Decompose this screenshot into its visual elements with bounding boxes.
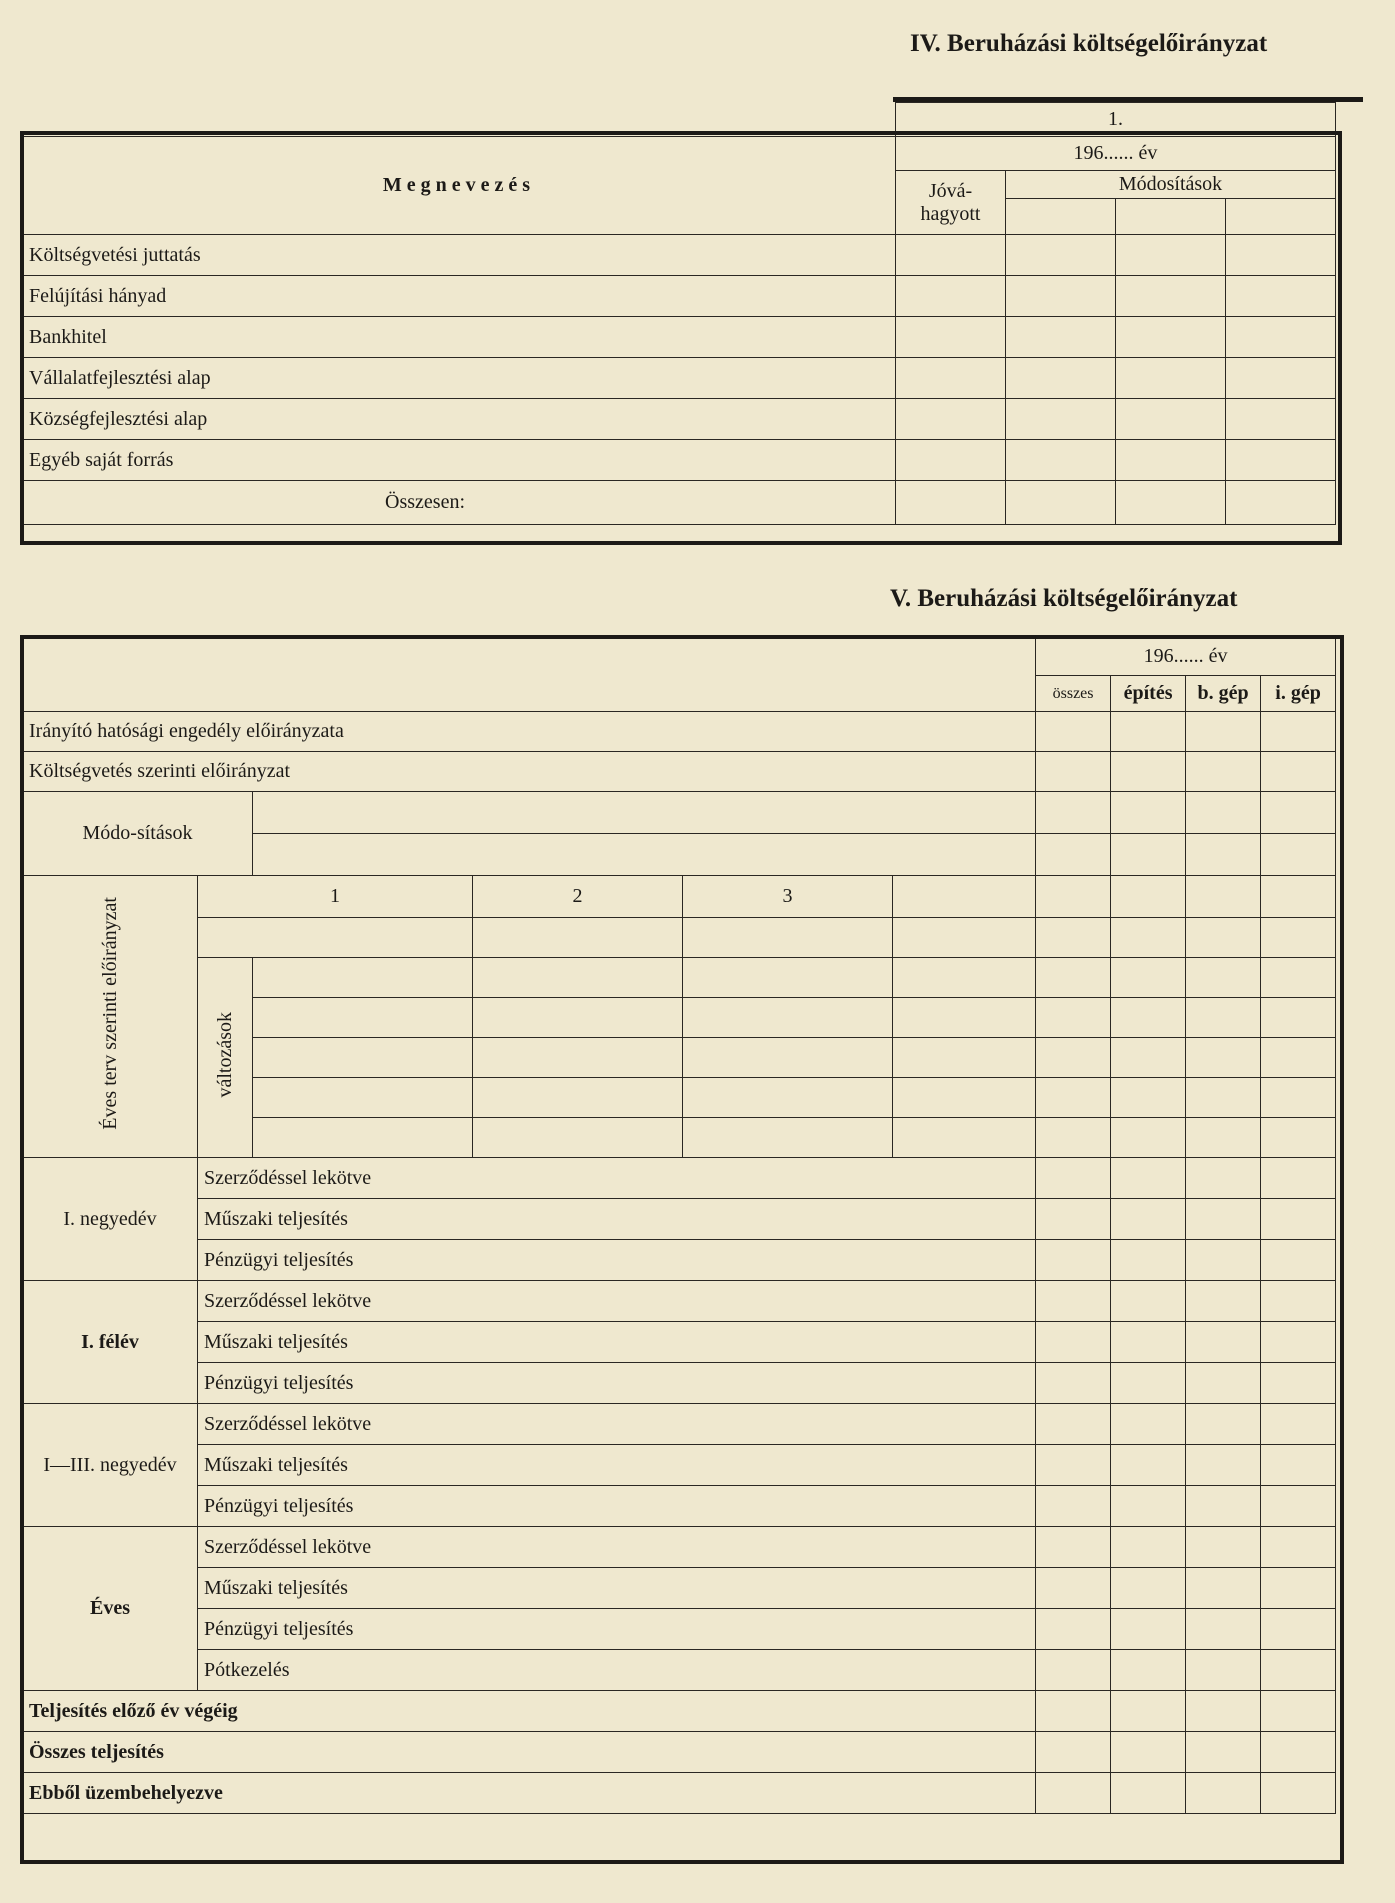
- section-v-table: [22, 637, 1336, 1814]
- input-cell[interactable]: [1036, 834, 1111, 876]
- plan-line[interactable]: [893, 1038, 1036, 1078]
- plan-line[interactable]: [893, 1118, 1036, 1158]
- input-cell[interactable]: [1261, 918, 1336, 958]
- input-cell[interactable]: [1116, 276, 1226, 317]
- input-cell[interactable]: [1036, 876, 1111, 918]
- input-cell[interactable]: [1186, 1650, 1261, 1691]
- input-cell[interactable]: [1036, 1445, 1111, 1486]
- input-cell[interactable]: [1261, 876, 1336, 918]
- input-cell[interactable]: [1261, 1322, 1336, 1363]
- input-cell[interactable]: [1186, 1199, 1261, 1240]
- input-cell[interactable]: [1226, 358, 1336, 399]
- input-cell[interactable]: [1111, 1773, 1186, 1814]
- plan-line[interactable]: [683, 1078, 893, 1118]
- period-row-label: Pénzügyi teljesítés: [198, 1486, 1036, 1527]
- section-v-title: V. Beruházási költségelőirányzat: [890, 585, 1238, 612]
- plan-line[interactable]: [893, 1078, 1036, 1118]
- plan-line[interactable]: [893, 958, 1036, 998]
- input-cell[interactable]: [1116, 358, 1226, 399]
- input-cell[interactable]: [1036, 1158, 1111, 1199]
- plan-extra: [893, 876, 1036, 918]
- input-cell[interactable]: [1111, 1445, 1186, 1486]
- name-header-text: Megnevezés: [382, 174, 536, 196]
- input-cell[interactable]: [1261, 752, 1336, 792]
- input-cell[interactable]: [1006, 358, 1116, 399]
- input-cell[interactable]: [1186, 792, 1261, 834]
- period-label: I. negyedév: [23, 1158, 198, 1281]
- input-cell[interactable]: [1036, 752, 1111, 792]
- input-cell[interactable]: [1006, 317, 1116, 358]
- input-cell[interactable]: [1111, 1199, 1186, 1240]
- input-cell[interactable]: [1111, 1038, 1186, 1078]
- input-cell[interactable]: [1261, 1445, 1336, 1486]
- input-cell[interactable]: [1186, 1527, 1261, 1568]
- plan-line[interactable]: [893, 918, 1036, 958]
- input-cell[interactable]: [1111, 1609, 1186, 1650]
- input-cell[interactable]: [1261, 1773, 1336, 1814]
- changes-cell: [198, 958, 253, 1158]
- blank-cell: [23, 103, 896, 137]
- input-cell[interactable]: [1116, 399, 1226, 440]
- input-cell[interactable]: [1036, 1322, 1111, 1363]
- plan-line[interactable]: [473, 918, 683, 958]
- input-cell[interactable]: [1111, 1363, 1186, 1404]
- input-cell[interactable]: [1036, 712, 1111, 752]
- plan-line[interactable]: [198, 918, 473, 958]
- row-label: Egyéb saját forrás: [23, 440, 896, 481]
- input-cell[interactable]: [1111, 1118, 1186, 1158]
- input-cell[interactable]: [1111, 958, 1186, 998]
- mod-line[interactable]: [253, 834, 1036, 876]
- plan-line[interactable]: [473, 1038, 683, 1078]
- annual-plan-cell: [23, 876, 198, 1158]
- plan-col-2: 2: [473, 876, 683, 918]
- section-iv-title: IV. Beruházási költségelőirányzat: [910, 30, 1268, 57]
- section-iv-table: [22, 102, 1336, 525]
- row-label: Költségvetési juttatás: [23, 235, 896, 276]
- input-cell[interactable]: [1036, 1404, 1111, 1445]
- footer-row-label: Összes teljesítés: [23, 1732, 1036, 1773]
- input-cell[interactable]: [1111, 1158, 1186, 1199]
- input-cell[interactable]: [896, 235, 1006, 276]
- total-cell[interactable]: [896, 481, 1006, 525]
- total-cell[interactable]: [1226, 481, 1336, 525]
- input-cell[interactable]: [896, 358, 1006, 399]
- col-header-construction: építés: [1111, 676, 1186, 712]
- plan-line[interactable]: [473, 1118, 683, 1158]
- total-label: Összesen:: [23, 481, 896, 525]
- input-cell[interactable]: [1111, 1486, 1186, 1527]
- plan-line[interactable]: [683, 998, 893, 1038]
- input-cell[interactable]: [1111, 752, 1186, 792]
- input-cell[interactable]: [1111, 792, 1186, 834]
- input-cell[interactable]: [1261, 1118, 1336, 1158]
- input-cell[interactable]: [1036, 1650, 1111, 1691]
- input-cell[interactable]: [1226, 276, 1336, 317]
- annual-plan-label: Éves terv szerinti előirányzat: [99, 897, 121, 1130]
- col-header-b-machine: b. gép: [1186, 676, 1261, 712]
- plan-line[interactable]: [253, 1038, 473, 1078]
- input-cell[interactable]: [1036, 1240, 1111, 1281]
- input-cell[interactable]: [1261, 1650, 1336, 1691]
- name-header: [23, 137, 896, 235]
- input-cell[interactable]: [1036, 998, 1111, 1038]
- input-cell[interactable]: [1111, 1691, 1186, 1732]
- changes-label: változások: [214, 1011, 236, 1098]
- input-cell[interactable]: [1186, 1240, 1261, 1281]
- plan-line[interactable]: [473, 1078, 683, 1118]
- input-cell[interactable]: [1186, 1038, 1261, 1078]
- plan-line[interactable]: [253, 1078, 473, 1118]
- period-row-label: Pótkezelés: [198, 1650, 1036, 1691]
- input-cell[interactable]: [896, 440, 1006, 481]
- plan-line[interactable]: [253, 1118, 473, 1158]
- modifications-label: Módo-sítások: [23, 792, 253, 876]
- input-cell[interactable]: [1111, 1568, 1186, 1609]
- input-cell[interactable]: [1186, 1732, 1261, 1773]
- input-cell[interactable]: [1186, 1281, 1261, 1322]
- col-number: 1.: [896, 103, 1336, 137]
- input-cell[interactable]: [1261, 958, 1336, 998]
- input-cell[interactable]: [1116, 317, 1226, 358]
- input-cell[interactable]: [1261, 1691, 1336, 1732]
- input-cell[interactable]: [1226, 399, 1336, 440]
- modifications-header: Módosítások: [1006, 171, 1336, 199]
- input-cell[interactable]: [1036, 1527, 1111, 1568]
- input-cell[interactable]: [1186, 712, 1261, 752]
- total-cell[interactable]: [1006, 481, 1116, 525]
- input-cell[interactable]: [1036, 1199, 1111, 1240]
- input-cell[interactable]: [1261, 1404, 1336, 1445]
- input-cell[interactable]: [1261, 1568, 1336, 1609]
- year-header: 196...... év: [896, 137, 1336, 171]
- input-cell[interactable]: [1186, 1118, 1261, 1158]
- input-cell[interactable]: [1261, 1240, 1336, 1281]
- input-cell[interactable]: [1186, 918, 1261, 958]
- input-cell[interactable]: [1036, 1078, 1111, 1118]
- input-cell[interactable]: [1111, 1078, 1186, 1118]
- input-cell[interactable]: [1111, 1240, 1186, 1281]
- total-cell[interactable]: [1116, 481, 1226, 525]
- input-cell[interactable]: [1226, 440, 1336, 481]
- plan-line[interactable]: [683, 918, 893, 958]
- period-label: I. félév: [23, 1281, 198, 1404]
- period-label: Éves: [23, 1527, 198, 1691]
- input-cell[interactable]: [1036, 1691, 1111, 1732]
- input-cell[interactable]: [1111, 918, 1186, 958]
- footer-row-label: Teljesítés előző év végéig: [23, 1691, 1036, 1732]
- period-row-label: Műszaki teljesítés: [198, 1199, 1036, 1240]
- row-label: Felújítási hányad: [23, 276, 896, 317]
- input-cell[interactable]: [1186, 1486, 1261, 1527]
- mod-col-2: [1116, 199, 1226, 235]
- input-cell[interactable]: [1261, 1199, 1336, 1240]
- plan-line[interactable]: [683, 958, 893, 998]
- row-label: Vállalatfejlesztési alap: [23, 358, 896, 399]
- input-cell[interactable]: [1186, 1773, 1261, 1814]
- input-cell[interactable]: [1116, 440, 1226, 481]
- footer-row-label: Ebből üzembehelyezve: [23, 1773, 1036, 1814]
- input-cell[interactable]: [1036, 1732, 1111, 1773]
- input-cell[interactable]: [1261, 834, 1336, 876]
- mod-col-1: [1006, 199, 1116, 235]
- row-budget: Költségvetés szerinti előirányzat: [23, 752, 1036, 792]
- plan-line[interactable]: [683, 1118, 893, 1158]
- input-cell[interactable]: [1036, 1363, 1111, 1404]
- input-cell[interactable]: [1261, 1078, 1336, 1118]
- period-row-label: Szerződéssel lekötve: [198, 1404, 1036, 1445]
- input-cell[interactable]: [1186, 1404, 1261, 1445]
- input-cell[interactable]: [1186, 876, 1261, 918]
- input-cell[interactable]: [1006, 276, 1116, 317]
- input-cell[interactable]: [1111, 712, 1186, 752]
- input-cell[interactable]: [1186, 1609, 1261, 1650]
- input-cell[interactable]: [1261, 998, 1336, 1038]
- row-authority: Irányító hatósági engedély előirányzata: [23, 712, 1036, 752]
- period-row-label: Szerződéssel lekötve: [198, 1527, 1036, 1568]
- input-cell[interactable]: [1186, 998, 1261, 1038]
- input-cell[interactable]: [1036, 1281, 1111, 1322]
- period-row-label: Szerződéssel lekötve: [198, 1158, 1036, 1199]
- input-cell[interactable]: [1261, 1281, 1336, 1322]
- year-header: 196...... év: [1036, 638, 1336, 676]
- input-cell[interactable]: [1261, 1732, 1336, 1773]
- input-cell[interactable]: [1006, 440, 1116, 481]
- input-cell[interactable]: [1036, 1118, 1111, 1158]
- input-cell[interactable]: [1111, 1322, 1186, 1363]
- input-cell[interactable]: [1036, 792, 1111, 834]
- header-blank: [23, 638, 1036, 712]
- plan-col-1: 1: [198, 876, 473, 918]
- input-cell[interactable]: [1186, 1078, 1261, 1118]
- input-cell[interactable]: [896, 317, 1006, 358]
- period-row-label: Szerződéssel lekötve: [198, 1281, 1036, 1322]
- input-cell[interactable]: [1186, 1445, 1261, 1486]
- input-cell[interactable]: [896, 399, 1006, 440]
- input-cell[interactable]: [1036, 1568, 1111, 1609]
- row-label: Községfejlesztési alap: [23, 399, 896, 440]
- input-cell[interactable]: [1261, 1609, 1336, 1650]
- input-cell[interactable]: [1261, 712, 1336, 752]
- input-cell[interactable]: [1111, 876, 1186, 918]
- plan-line[interactable]: [893, 998, 1036, 1038]
- input-cell[interactable]: [1186, 1691, 1261, 1732]
- input-cell[interactable]: [1186, 1363, 1261, 1404]
- plan-line[interactable]: [683, 1038, 893, 1078]
- input-cell[interactable]: [1006, 235, 1116, 276]
- period-label: I—III. negyedév: [23, 1404, 198, 1527]
- plan-line[interactable]: [473, 958, 683, 998]
- input-cell[interactable]: [1261, 1158, 1336, 1199]
- input-cell[interactable]: [1036, 918, 1111, 958]
- input-cell[interactable]: [1261, 1486, 1336, 1527]
- input-cell[interactable]: [1186, 752, 1261, 792]
- input-cell[interactable]: [1226, 317, 1336, 358]
- col-header-i-machine: i. gép: [1261, 676, 1336, 712]
- input-cell[interactable]: [1186, 958, 1261, 998]
- period-row-label: Pénzügyi teljesítés: [198, 1363, 1036, 1404]
- plan-line[interactable]: [253, 998, 473, 1038]
- mod-line[interactable]: [253, 792, 1036, 834]
- input-cell[interactable]: [1116, 235, 1226, 276]
- input-cell[interactable]: [1111, 1650, 1186, 1691]
- input-cell[interactable]: [1006, 399, 1116, 440]
- period-row-label: Pénzügyi teljesítés: [198, 1240, 1036, 1281]
- input-cell[interactable]: [1036, 1773, 1111, 1814]
- input-cell[interactable]: [1261, 792, 1336, 834]
- input-cell[interactable]: [1186, 834, 1261, 876]
- approved-header: Jóvá-hagyott: [896, 171, 1006, 235]
- input-cell[interactable]: [1111, 1281, 1186, 1322]
- period-row-label: Műszaki teljesítés: [198, 1568, 1036, 1609]
- period-row-label: Műszaki teljesítés: [198, 1322, 1036, 1363]
- plan-line[interactable]: [253, 958, 473, 998]
- period-row-label: Pénzügyi teljesítés: [198, 1609, 1036, 1650]
- input-cell[interactable]: [1111, 1404, 1186, 1445]
- col-header-total: összes: [1036, 676, 1111, 712]
- input-cell[interactable]: [1111, 1527, 1186, 1568]
- input-cell[interactable]: [1186, 1568, 1261, 1609]
- row-label: Bankhitel: [23, 317, 896, 358]
- input-cell[interactable]: [1226, 235, 1336, 276]
- input-cell[interactable]: [1036, 958, 1111, 998]
- input-cell[interactable]: [1261, 1527, 1336, 1568]
- input-cell[interactable]: [896, 276, 1006, 317]
- input-cell[interactable]: [1261, 1363, 1336, 1404]
- input-cell[interactable]: [1186, 1322, 1261, 1363]
- input-cell[interactable]: [1111, 1732, 1186, 1773]
- input-cell[interactable]: [1111, 998, 1186, 1038]
- input-cell[interactable]: [1036, 1486, 1111, 1527]
- input-cell[interactable]: [1186, 1158, 1261, 1199]
- input-cell[interactable]: [1036, 1038, 1111, 1078]
- input-cell[interactable]: [1261, 1038, 1336, 1078]
- plan-line[interactable]: [473, 998, 683, 1038]
- plan-col-3: 3: [683, 876, 893, 918]
- input-cell[interactable]: [1111, 834, 1186, 876]
- period-row-label: Műszaki teljesítés: [198, 1445, 1036, 1486]
- input-cell[interactable]: [1036, 1609, 1111, 1650]
- mod-col-3: [1226, 199, 1336, 235]
